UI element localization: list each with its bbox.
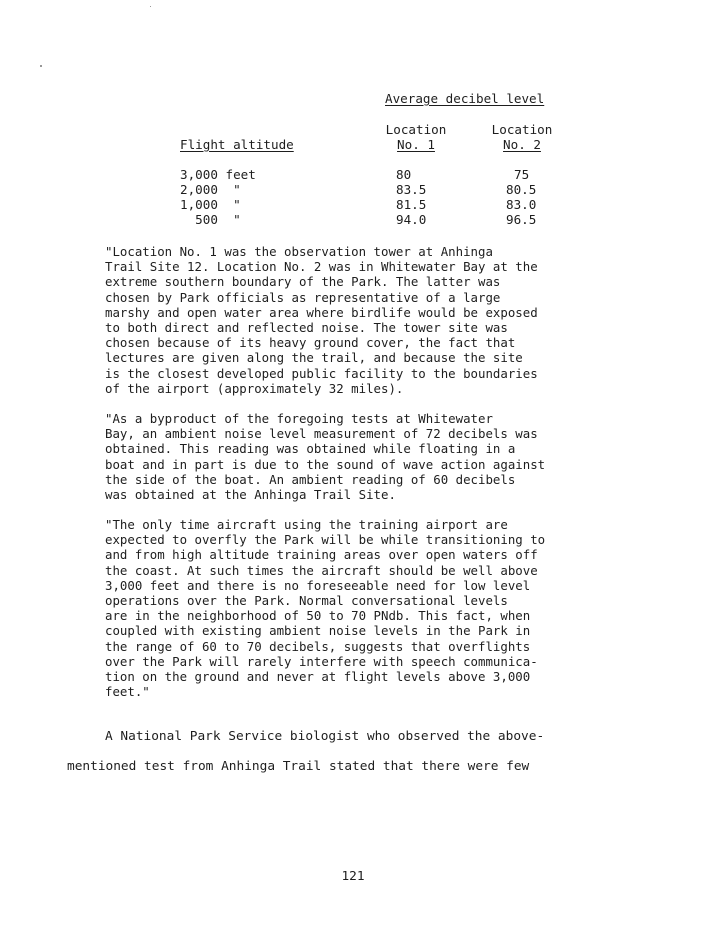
quote-paragraph-locations: "Location No. 1 was the observation tower at Anhinga Trail Site 12. Location No. 2 was in Whitewater Bay at the extreme southern boundary of the Park. The latter was chosen by Park officials as representative of a large marshy and open water area where birdlife would be exposed to both direct and reflected noise. The tower site was chosen because of its heavy ground cover, the fact that lectures are given along the trail, and because the site is the closest developed public facility to the boundaries of the airport (approximately 32 miles). <box>105 244 538 396</box>
table-cell-loc1: 80 <box>396 167 412 182</box>
table-cell-loc2: 75 <box>514 167 530 182</box>
body-text-line: A National Park Service biologist who observed the above- <box>105 729 545 744</box>
scan-speck <box>150 6 151 7</box>
table-col-loc2-line2: No. 2 <box>503 137 541 152</box>
table-cell-altitude: 3,000 feet <box>180 167 256 182</box>
table-col-loc2-line1: Location <box>491 122 553 137</box>
table-cell-loc1: 94.0 <box>396 212 427 227</box>
quote-paragraph-ambient-noise: "As a byproduct of the foregoing tests at Whitewater Bay, an ambient noise level measurement of 72 decibels was obtained. This reading was obtained while floating in a boat and in part is due to the sound of wave action against the side of the boat. An ambient reading of 60 decibels was obtained at the Anhinga Trail Site. <box>105 411 546 503</box>
table-row <box>0 182 706 197</box>
quote-paragraph-overflights: "The only time aircraft using the training airport are expected to overfly the Park will be while transitioning to and from high altitude training areas over open waters off the coast. At such times the aircraft should be well above 3,000 feet and there is no foreseeable need for low level operations over the Park. Normal conversational levels are in the neighborhood of 50 to 70 PNdb. This fact, when coupled with existing ambient noise levels in the Park in the range of 60 to 70 decibels, suggests that overflights over the Park will rarely interfere with speech communica- tion on the ground and never at flight levels above 3,000 feet." <box>105 517 546 700</box>
page-number: 121 <box>341 869 365 884</box>
table-col-altitude: Flight altitude <box>180 137 294 152</box>
table-cell-loc2: 96.5 <box>506 212 537 227</box>
table-col-loc1-line2: No. 1 <box>397 137 435 152</box>
body-text-line: mentioned test from Anhinga Trail stated that there were few <box>67 759 530 774</box>
table-cell-loc1: 81.5 <box>396 197 427 212</box>
table-cell-altitude: 2,000 " <box>180 182 241 197</box>
table-cell-loc1: 83.5 <box>396 182 427 197</box>
table-col-loc1-line1: Location <box>385 122 447 137</box>
table-row <box>0 197 706 212</box>
scan-speck <box>40 65 42 67</box>
table-cell-altitude: 500 " <box>180 212 241 227</box>
table-row <box>0 167 706 182</box>
table-cell-loc2: 83.0 <box>506 197 537 212</box>
table-cell-altitude: 1,000 " <box>180 197 241 212</box>
table-row <box>0 212 706 227</box>
table-group-header: Average decibel level <box>385 91 545 106</box>
table-cell-loc2: 80.5 <box>506 182 537 197</box>
